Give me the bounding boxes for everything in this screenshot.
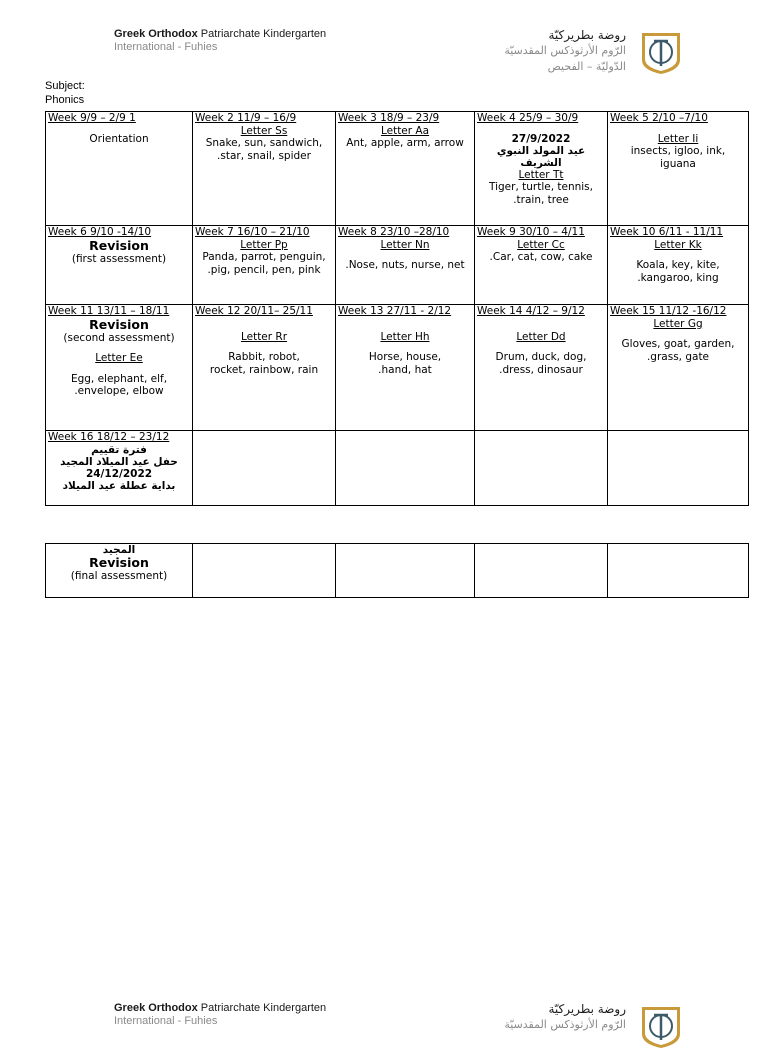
vocabulary-text: Drum, duck, dog,	[495, 351, 587, 363]
arabic-note: حفل عيد الميلاد المجيد	[60, 455, 178, 468]
letter-heading: Letter Cc	[517, 238, 565, 251]
vocabulary-text: (first assessment)	[71, 252, 167, 265]
week-label: Week 3 18/9 – 23/9	[338, 112, 440, 124]
spacer	[610, 251, 746, 259]
school-name-ar-bottom	[504, 1002, 626, 1033]
week-label: Week 7 16/10 – 21/10	[195, 226, 310, 238]
letter-heading: Letter Kk	[654, 238, 702, 251]
school-logo-icon	[636, 1004, 686, 1050]
week-label: Week 5 2/10 –7/10	[610, 112, 708, 124]
table-cell	[193, 112, 336, 226]
vocabulary-text: insects, igloo, ink,	[630, 145, 726, 157]
vocabulary-text: .Nose, nuts, nurse, net	[345, 259, 465, 271]
vocabulary-text: Egg, elephant, elf,	[70, 372, 168, 385]
subject-label: Subject:	[45, 80, 85, 92]
arabic-note: المجيد	[102, 544, 136, 556]
vocabulary-text: Panda, parrot, penguin,	[202, 251, 326, 263]
school-logo-icon	[636, 30, 686, 76]
subject-value: Phonics	[45, 94, 85, 106]
table-row	[46, 226, 749, 305]
spacer	[477, 318, 605, 331]
table-cell	[475, 112, 608, 226]
vocabulary-text: Koala, key, kite,	[636, 259, 720, 271]
table-cell	[193, 226, 336, 305]
school-name-ar-line2: الرّوم الأرثوذكس المقدسيّة	[504, 44, 626, 57]
table-cell	[336, 305, 475, 431]
vocabulary-text: (second assessment)	[63, 331, 175, 344]
table-cell	[46, 544, 193, 598]
letter-heading: Letter Dd	[516, 330, 566, 343]
week-label: Week 13 27/11 - 2/12	[338, 305, 452, 317]
table-row	[46, 431, 749, 506]
arabic-note: بداية عطلة عيد الميلاد	[62, 479, 176, 492]
spacer	[338, 343, 472, 351]
spacer	[48, 344, 190, 352]
table-cell	[336, 226, 475, 305]
revision-heading: Revision	[89, 555, 149, 570]
table-cell	[193, 305, 336, 431]
table-cell	[46, 112, 193, 226]
school-name-en	[114, 28, 326, 54]
spacer	[195, 343, 333, 351]
letter-heading: Letter Ii	[657, 132, 699, 145]
vocabulary-text: Horse, house,	[368, 351, 442, 363]
arabic-note: 27/9/2022	[511, 132, 571, 145]
arabic-note: 24/12/2022	[85, 467, 153, 480]
phonics-schedule-table	[45, 111, 749, 506]
vocabulary-text: Orientation	[89, 132, 149, 145]
week-label: Week 11 13/11 – 18/11	[48, 305, 170, 317]
spacer	[338, 318, 472, 331]
table-cell	[193, 544, 336, 598]
vocabulary-text: .hand, hat	[378, 363, 432, 376]
table-cell	[475, 226, 608, 305]
letter-heading: Letter Ee	[95, 352, 143, 364]
table-cell	[46, 226, 193, 305]
table-cell	[608, 305, 749, 431]
spacer	[477, 343, 605, 351]
vocabulary-text: rocket, rainbow, rain	[209, 363, 319, 376]
letter-heading: Letter Ss	[240, 124, 288, 137]
table-cell	[475, 431, 608, 506]
vocabulary-text: .pig, pencil, pen, pink	[207, 263, 321, 276]
table-cell	[46, 305, 193, 431]
spacer	[338, 251, 472, 259]
school-name-ar	[504, 28, 626, 75]
table-cell	[608, 226, 749, 305]
spacer	[195, 318, 333, 331]
school-name-bold: Greek Orthodox	[114, 28, 198, 40]
letterhead-bottom	[0, 1002, 768, 1062]
school-name-ar-line2-bottom: الرّوم الأرثوذكس المقدسيّة	[504, 1018, 626, 1031]
table-row	[46, 544, 749, 598]
school-name-rest-bottom: Patriarchate Kindergarten	[197, 1002, 327, 1014]
vocabulary-text: Rabbit, robot,	[228, 351, 300, 363]
week-label: Week 4 25/9 – 30/9	[477, 112, 579, 124]
letter-heading: Letter Tt	[518, 168, 564, 181]
week-label: Week 8 23/10 –28/10	[338, 226, 450, 238]
vocabulary-text: .train, tree	[513, 193, 569, 206]
table-cell	[475, 305, 608, 431]
school-name-rest: Patriarchate Kindergarten	[197, 28, 327, 40]
vocabulary-text: iguana	[660, 157, 696, 170]
school-name-ar-line1-bottom: روضة بطريركيّة	[548, 1002, 626, 1016]
week-label: Week 15 11/12 -16/12	[610, 305, 727, 317]
week-label: Week 12 20/11– 25/11	[195, 305, 313, 317]
table-cell	[336, 112, 475, 226]
table-cell	[46, 431, 193, 506]
vocabulary-text: Snake, sun, sandwich,	[205, 137, 323, 149]
school-name-en-bottom	[114, 1002, 326, 1028]
letter-heading: Letter Rr	[240, 330, 288, 343]
table-cell	[336, 431, 475, 506]
arabic-note: الشريف	[520, 156, 562, 169]
subject-block	[45, 79, 85, 107]
vocabulary-text: .kangaroo, king	[637, 271, 719, 284]
spacer	[610, 330, 746, 338]
table-cell	[193, 431, 336, 506]
revision-heading: Revision	[89, 237, 149, 253]
week-label: Week 9/9 – 2/9 1	[48, 112, 136, 124]
arabic-note: فترة تقييم	[91, 443, 147, 456]
table-cell	[475, 544, 608, 598]
letter-heading: Letter Pp	[240, 238, 288, 251]
letter-heading: Letter Hh	[380, 330, 430, 343]
revision-heading: Revision	[89, 316, 149, 332]
table-row	[46, 112, 749, 226]
table-cell	[608, 544, 749, 598]
week-label: Week 16 18/12 – 23/12	[48, 431, 170, 443]
school-name-ar-line1: روضة بطريركيّة	[548, 28, 626, 42]
letter-heading: Letter Nn	[380, 238, 430, 251]
week-label: Week 2 11/9 – 16/9	[195, 112, 297, 124]
final-revision-table	[45, 543, 749, 598]
table-cell	[336, 544, 475, 598]
arabic-note: عيد المولد النبوي	[496, 144, 586, 157]
letterhead-top	[0, 28, 768, 88]
vocabulary-text: .dress, dinosaur	[499, 363, 583, 376]
week-label: Week 6 9/10 -14/10	[48, 226, 152, 238]
spacer	[477, 125, 605, 133]
letter-heading: Letter Gg	[653, 317, 703, 330]
vocabulary-text: Ant, apple, arm, arrow	[346, 137, 464, 149]
vocabulary-text: .star, snail, spider	[217, 149, 311, 162]
letter-heading: Letter Aa	[380, 124, 430, 137]
week-label: Week 9 30/10 – 4/11	[477, 226, 585, 238]
table-cell	[608, 112, 749, 226]
school-name-ar-line3: الدّوليّة – الفحيص	[547, 60, 626, 73]
week-label: Week 14 4/12 – 9/12	[477, 305, 585, 317]
week-label: Week 10 6/11 - 11/11	[610, 226, 724, 238]
spacer	[48, 365, 190, 373]
spacer	[48, 125, 190, 133]
spacer	[610, 125, 746, 133]
vocabulary-text: .envelope, elbow	[74, 385, 164, 397]
vocabulary-text: .grass, gate	[646, 350, 710, 363]
vocabulary-text: (final assessment)	[70, 570, 168, 582]
vocabulary-text: .Car, cat, cow, cake	[489, 251, 593, 263]
table-row	[46, 305, 749, 431]
table-cell	[608, 431, 749, 506]
school-name-bold-bottom: Greek Orthodox	[114, 1002, 198, 1014]
vocabulary-text: Tiger, turtle, tennis,	[489, 181, 593, 193]
school-location-en: International - Fuhies	[114, 41, 218, 53]
school-location-en-bottom: International - Fuhies	[114, 1015, 218, 1027]
vocabulary-text: Gloves, goat, garden,	[621, 338, 735, 350]
